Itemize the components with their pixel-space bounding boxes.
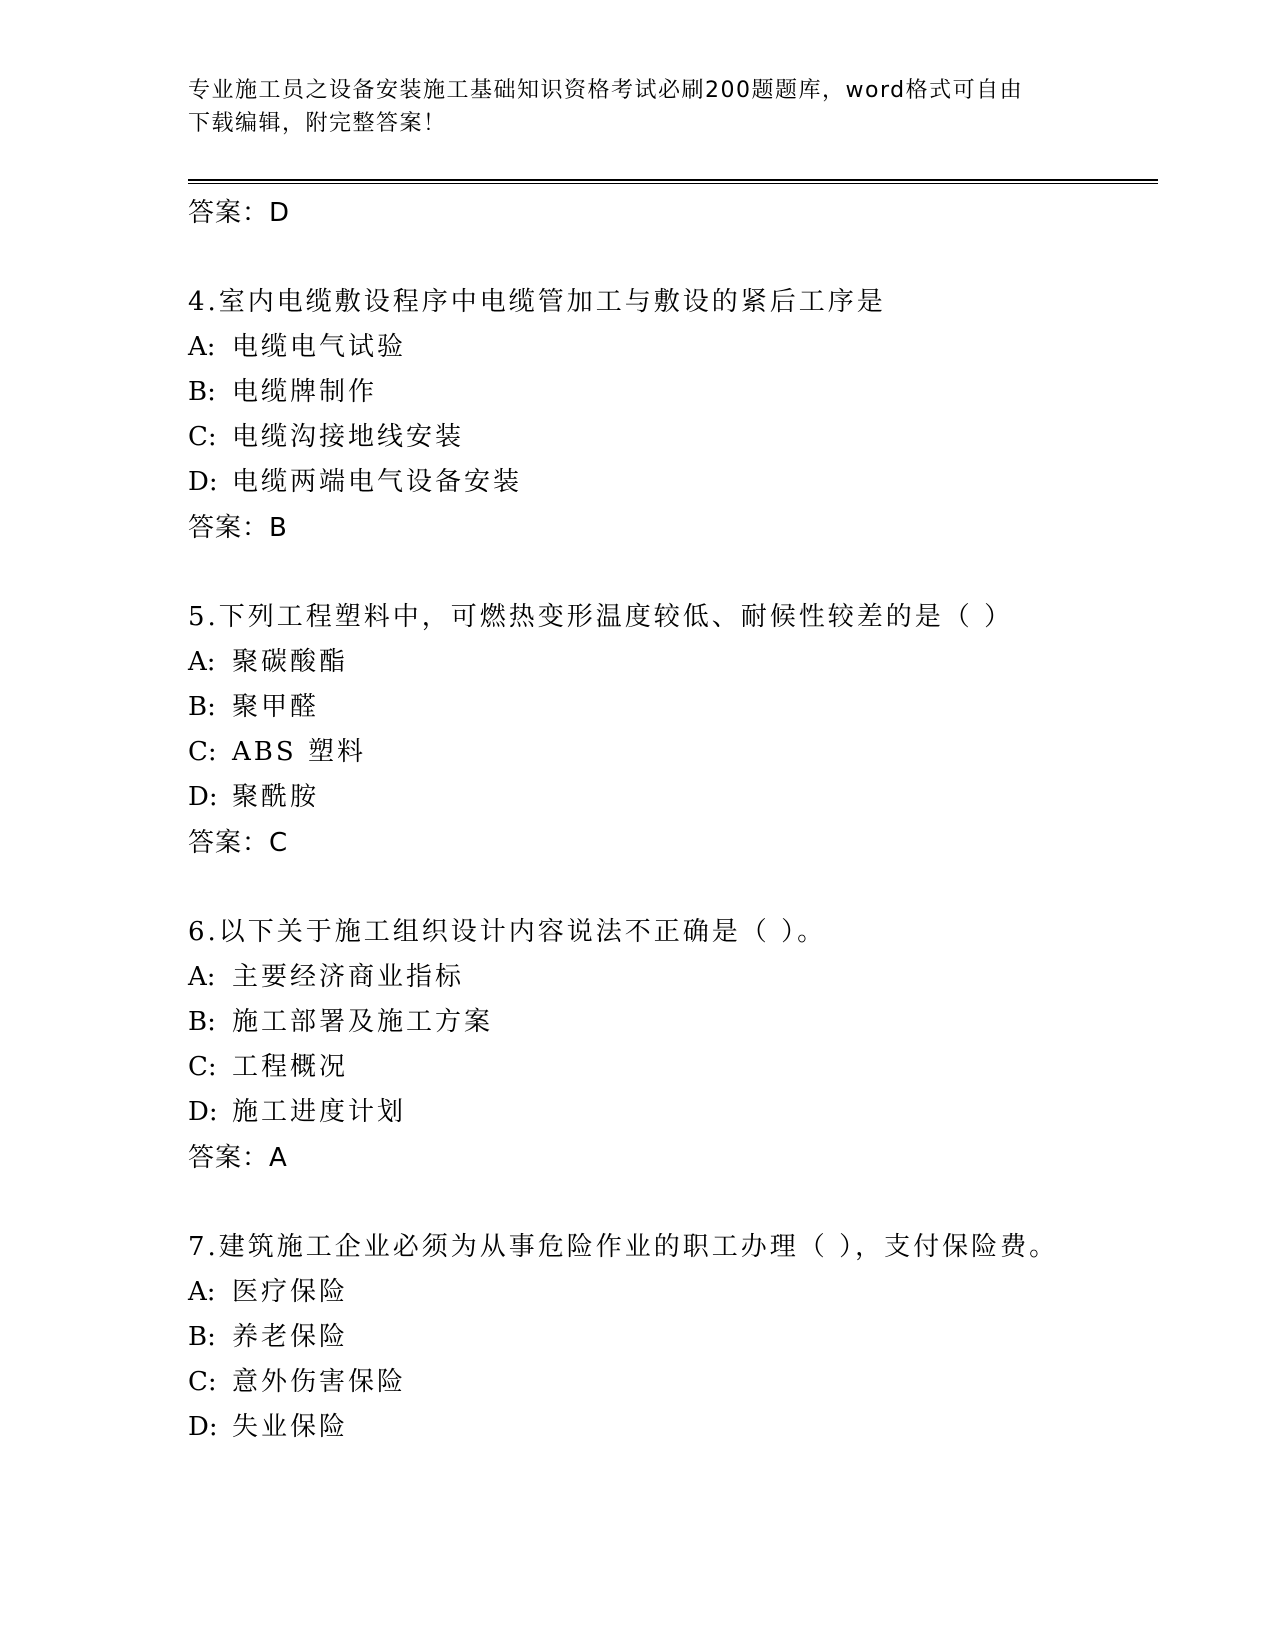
option-text: 施工部署及施工方案 bbox=[232, 1007, 494, 1037]
option-a bbox=[188, 955, 1158, 1000]
header-divider bbox=[188, 179, 1158, 184]
option-letter: D: bbox=[188, 1097, 218, 1127]
option-text: 主要经济商业指标 bbox=[232, 962, 465, 992]
answer-line: 答案：D bbox=[188, 198, 291, 228]
option-text: 失业保险 bbox=[232, 1412, 349, 1442]
question-stem: 6.以下关于施工组织设计内容说法不正确是（ ）。 bbox=[188, 917, 827, 947]
option-letter: C: bbox=[188, 1052, 217, 1082]
option-text: 工程概况 bbox=[232, 1052, 349, 1082]
document-header bbox=[188, 74, 1068, 140]
option-text: ABS 塑料 bbox=[232, 737, 366, 767]
option-c bbox=[188, 730, 1158, 775]
option-letter: A: bbox=[188, 1277, 216, 1307]
option-letter: A: bbox=[188, 647, 216, 677]
option-letter: D: bbox=[188, 467, 218, 497]
option-text: 养老保险 bbox=[232, 1322, 349, 1352]
option-c bbox=[188, 415, 1158, 460]
option-letter: B: bbox=[188, 1007, 216, 1037]
option-b bbox=[188, 685, 1158, 730]
option-letter: C: bbox=[188, 737, 217, 767]
answer-line: 答案：C bbox=[188, 828, 289, 858]
option-letter: A: bbox=[188, 962, 216, 992]
option-letter: B: bbox=[188, 1322, 216, 1352]
option-letter: A: bbox=[188, 332, 216, 362]
option-text: 聚甲醛 bbox=[232, 692, 320, 722]
option-text: 医疗保险 bbox=[232, 1277, 349, 1307]
question-item bbox=[188, 280, 1158, 551]
answer-line: 答案：B bbox=[188, 513, 288, 543]
question-item bbox=[188, 595, 1158, 866]
option-d bbox=[188, 1405, 1158, 1450]
option-letter: D: bbox=[188, 782, 218, 812]
option-text: 电缆沟接地线安装 bbox=[232, 422, 465, 452]
header-line-1: 专业施工员之设备安装施工基础知识资格考试必刷200题题库，word格式可自由 bbox=[188, 78, 1024, 103]
option-d bbox=[188, 460, 1158, 505]
question-list bbox=[188, 190, 1158, 1450]
option-b bbox=[188, 1315, 1158, 1360]
option-text: 施工进度计划 bbox=[232, 1097, 407, 1127]
question-stem: 4.室内电缆敷设程序中电缆管加工与敷设的紧后工序是 bbox=[188, 287, 886, 317]
question-item bbox=[188, 1225, 1158, 1450]
option-letter: B: bbox=[188, 692, 216, 722]
option-b bbox=[188, 1000, 1158, 1045]
option-letter: C: bbox=[188, 422, 217, 452]
option-text: 电缆牌制作 bbox=[232, 377, 378, 407]
question-stem: 5.下列工程塑料中，可燃热变形温度较低、耐候性较差的是（ ） bbox=[188, 602, 1014, 632]
option-text: 电缆两端电气设备安装 bbox=[232, 467, 523, 497]
option-d bbox=[188, 775, 1158, 820]
option-letter: D: bbox=[188, 1412, 218, 1442]
option-a bbox=[188, 640, 1158, 685]
question-stem: 7.建筑施工企业必须为从事危险作业的职工办理（ ），支付保险费。 bbox=[188, 1232, 1059, 1262]
option-d bbox=[188, 1090, 1158, 1135]
question-item bbox=[188, 910, 1158, 1181]
option-c bbox=[188, 1045, 1158, 1090]
option-letter: C: bbox=[188, 1367, 217, 1397]
option-text: 意外伤害保险 bbox=[232, 1367, 407, 1397]
option-a bbox=[188, 1270, 1158, 1315]
option-text: 电缆电气试验 bbox=[232, 332, 407, 362]
option-letter: B: bbox=[188, 377, 216, 407]
option-c bbox=[188, 1360, 1158, 1405]
option-a bbox=[188, 325, 1158, 370]
answer-line: 答案：A bbox=[188, 1143, 288, 1173]
option-text: 聚碳酸酯 bbox=[232, 647, 349, 677]
header-line-2: 下载编辑，附完整答案！ bbox=[188, 111, 447, 136]
option-text: 聚酰胺 bbox=[232, 782, 320, 812]
option-b bbox=[188, 370, 1158, 415]
